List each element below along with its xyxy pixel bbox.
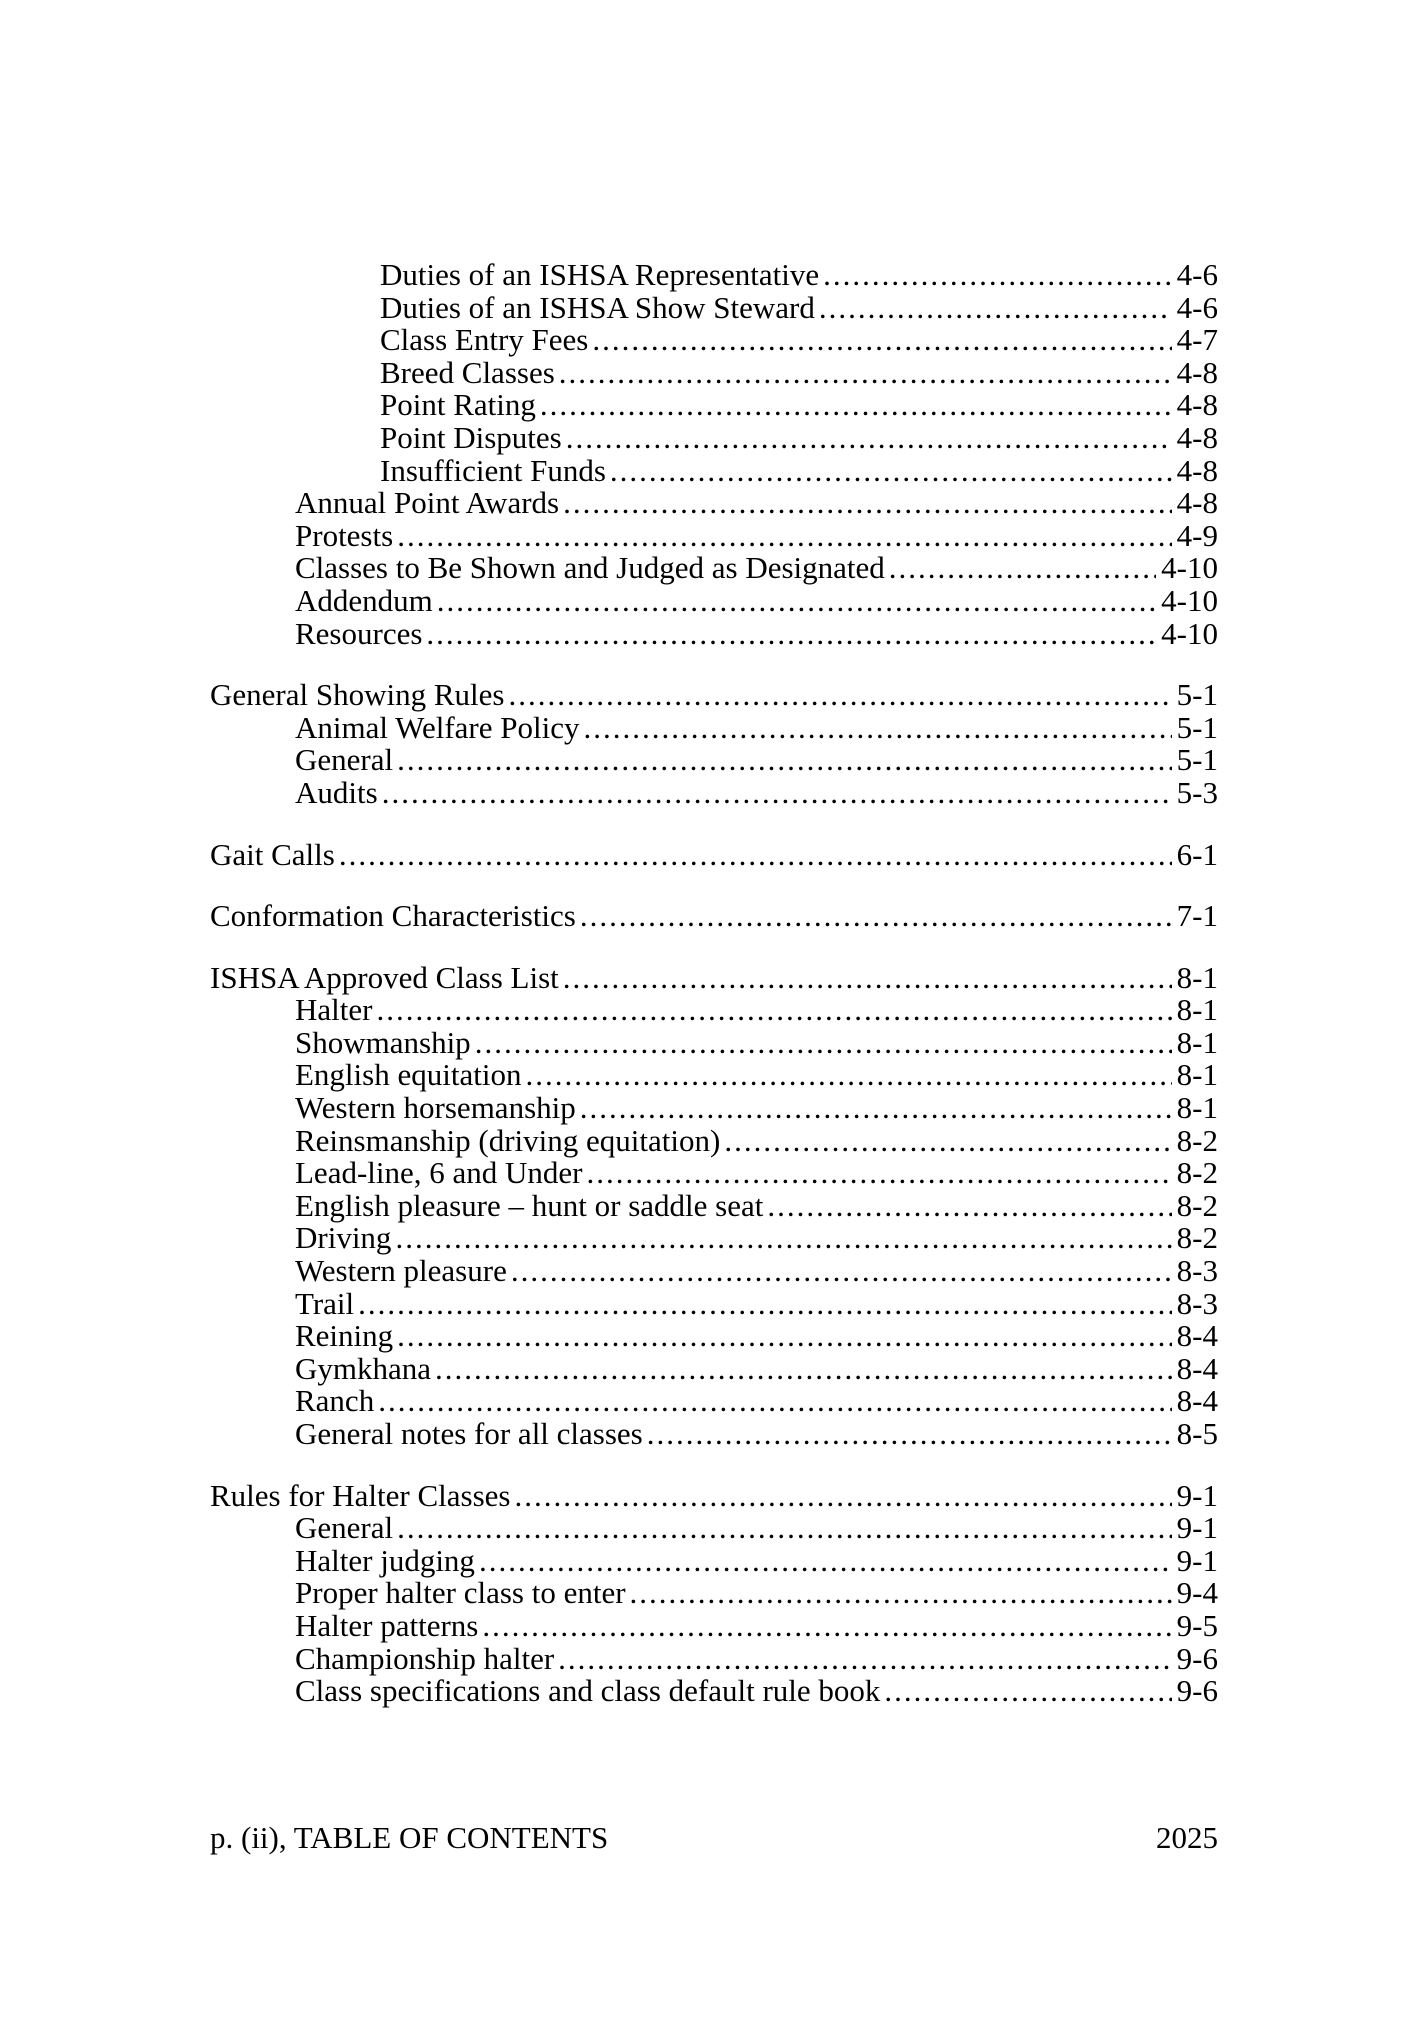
dot-leader [767,1190,1171,1223]
dot-leader [508,679,1171,712]
toc-entry-page: 9-6 [1176,1673,1218,1709]
toc-entry [380,324,1218,357]
dot-leader [540,389,1172,422]
toc-entry-page: 5-1 [1176,742,1218,778]
toc-entry-page: 8-2 [1176,1155,1218,1191]
dot-leader [339,839,1172,872]
toc-entry-title: Classes to Be Shown and Judged as Designated [295,550,885,586]
toc-entry-page: 5-3 [1176,774,1218,810]
toc-entry [295,1024,1218,1060]
toc-entry [295,582,1218,618]
toc-entry-page: 7-1 [1176,898,1218,934]
toc-entry [210,1477,1218,1513]
toc-entry-page: 8-3 [1176,1285,1218,1321]
toc-entry [295,1122,1218,1158]
toc-group [210,900,1218,933]
toc-entry-page: 8-2 [1176,1187,1218,1223]
dot-leader [563,487,1172,520]
toc-group [210,959,1218,1451]
dot-leader [475,1027,1172,1060]
dot-leader [587,1157,1172,1190]
toc-entry-title: Breed Classes [380,354,555,390]
toc-entry-title: Addendum [295,582,433,618]
toc-entry [210,679,1218,712]
toc-entry [295,487,1218,520]
toc-entry-page: 4-8 [1176,485,1218,521]
toc-entry-title: Lead-line, 6 and Under [295,1155,583,1191]
toc-group [210,1477,1218,1709]
toc-entry [295,1607,1218,1643]
toc-entry-page: 8-1 [1176,992,1218,1028]
dot-leader [580,1092,1172,1125]
toc-entry-title: Point Disputes [380,419,562,455]
toc-entry [295,1320,1218,1353]
toc-entry-page: 8-3 [1176,1253,1218,1289]
dot-leader [592,324,1171,357]
toc-entry-page: 8-4 [1176,1318,1218,1354]
toc-entry [295,744,1218,777]
toc-entry-title: Annual Point Awards [295,485,560,521]
dot-leader [647,1418,1172,1451]
toc-entry-title: Duties of an ISHSA Show Steward [380,289,815,325]
toc-entry-title: Driving [295,1220,392,1256]
dot-leader [884,1675,1171,1708]
toc-entry [380,452,1218,488]
toc-entry-title: Proper halter class to enter [295,1575,626,1611]
toc-entry-page: 9-6 [1176,1640,1218,1676]
toc-entry-page: 8-5 [1176,1416,1218,1451]
dot-leader [511,1255,1172,1288]
toc-entry-title: Gait Calls [210,836,335,872]
toc-entry-title: English equitation [295,1057,522,1093]
dot-leader [566,422,1172,455]
toc-entry-page: 8-1 [1176,1057,1218,1093]
toc-entry [380,389,1218,422]
toc-entry [380,354,1218,390]
dot-leader [610,455,1172,488]
toc-entry [210,836,1218,872]
toc-entry [295,1222,1218,1255]
toc-entry-page: 4-10 [1161,615,1218,651]
toc-entry-page: 8-1 [1176,959,1218,995]
toc-entry-title: Duties of an ISHSA Representative [380,257,820,292]
dot-leader [376,994,1171,1027]
toc-entry-title: Rules for Halter Classes [210,1477,511,1513]
toc-entry [210,959,1218,995]
toc-entry-page: 4-8 [1176,452,1218,488]
toc-entry-page: 5-1 [1176,677,1218,713]
page-footer [210,1821,1218,1854]
toc-entry [295,994,1218,1027]
toc-entry-page: 9-1 [1176,1510,1218,1546]
dot-leader [724,1125,1171,1158]
dot-leader [583,712,1171,745]
toc-entry-title: General [295,742,394,778]
toc-entry-page: 4-8 [1176,419,1218,455]
toc-entry [295,1255,1218,1288]
toc-entry-page: 6-1 [1176,836,1218,872]
toc-entry-page: 4-10 [1161,582,1218,618]
toc-entry-title: Protests [295,517,394,553]
toc-entry [295,774,1218,810]
toc-entry-title: Halter [295,992,373,1028]
dot-leader [397,744,1172,777]
dot-leader [435,1353,1172,1386]
toc-entry-page: 8-2 [1176,1220,1218,1256]
toc-entry-page: 4-8 [1176,387,1218,423]
toc-entry-page: 8-1 [1176,1024,1218,1060]
toc-entry-page: 4-9 [1176,517,1218,553]
toc-entry-title: Halter patterns [295,1607,479,1643]
dot-leader [358,1288,1172,1321]
footer-page-label: p. (ii), TABLE OF CONTENTS [210,1820,609,1855]
toc-entry [295,1157,1218,1190]
toc-entry [380,419,1218,455]
toc-entry [380,289,1218,325]
dot-leader [382,777,1172,810]
toc-entry-title: Conformation Characteristics [210,898,576,934]
toc-entry [210,900,1218,933]
toc-entry-title: Western pleasure [295,1253,507,1289]
toc-entry-title: Class specifications and class default rule book [295,1673,881,1709]
toc-entry [380,259,1218,292]
dot-leader [525,1059,1171,1092]
toc-entry-page: 9-4 [1176,1575,1218,1611]
toc-entry [295,1350,1218,1386]
toc-entry [295,1418,1218,1451]
toc-entry-title: Championship halter [295,1640,555,1676]
toc-entry-title: Halter judging [295,1542,475,1578]
toc-entry [295,1059,1218,1092]
toc-entry-title: Resources [295,615,423,651]
toc-entry-page: 4-10 [1161,550,1218,586]
toc-entry [295,1640,1218,1676]
toc-entry-title: General Showing Rules [210,677,505,713]
dot-leader [819,292,1172,325]
toc-entry-page: 9-5 [1176,1607,1218,1643]
toc-entry-title: Insufficient Funds [380,452,606,488]
toc-entry [295,1577,1218,1610]
toc-entry-title: Showmanship [295,1024,471,1060]
toc-entry [295,1285,1218,1321]
dot-leader [482,1610,1171,1643]
dot-leader [397,520,1171,553]
dot-leader [514,1480,1171,1513]
toc-entry-title: Class Entry Fees [380,322,589,358]
toc-entry-page: 8-4 [1176,1383,1218,1419]
toc-entry-title: Western horsemanship [295,1090,576,1126]
toc-entry [295,1675,1218,1708]
dot-leader [437,585,1156,618]
toc-entry-title: English pleasure – hunt or saddle seat [295,1187,764,1223]
dot-leader [397,1320,1172,1353]
toc-entry-title: Animal Welfare Policy [295,709,580,745]
toc-entry [295,615,1218,651]
toc-entry-page: 8-2 [1176,1122,1218,1158]
dot-leader [559,357,1172,390]
dot-leader [558,1643,1172,1676]
toc-entry-title: General notes for all classes [295,1416,643,1451]
toc-entry [295,517,1218,553]
dot-leader [823,259,1172,292]
toc-entry-title: Gymkhana [295,1350,432,1386]
toc-entry-page: 9-1 [1176,1542,1218,1578]
dot-leader [395,1222,1171,1255]
toc-entry-title: Audits [295,774,378,810]
toc-entry [295,1092,1218,1125]
footer-year: 2025 [1156,1820,1218,1855]
toc-entry [295,1542,1218,1578]
toc-group [210,679,1218,809]
toc-entry-page: 4-8 [1176,354,1218,390]
toc-group [210,259,1218,650]
dot-leader [426,618,1156,651]
dot-leader [479,1545,1172,1578]
toc-entry-title: ISHSA Approved Class List [210,959,559,995]
toc-entry-title: Reinsmanship (driving equitation) [295,1122,721,1158]
table-of-contents [210,259,1218,1708]
toc-group [210,836,1218,872]
toc-entry-title: Reining [295,1318,394,1354]
dot-leader [397,1512,1172,1545]
dot-leader [378,1385,1171,1418]
toc-entry-page: 8-4 [1176,1350,1218,1386]
toc-entry-title: Ranch [295,1383,375,1419]
toc-entry [295,1512,1218,1545]
toc-entry [295,709,1218,745]
dot-leader [889,552,1156,585]
dot-leader [563,962,1172,995]
toc-entry-page: 5-1 [1176,709,1218,745]
toc-entry-title: General [295,1510,394,1546]
toc-entry-title: Point Rating [380,387,536,423]
toc-entry-page: 4-7 [1176,322,1218,358]
toc-entry-page: 4-6 [1176,289,1218,325]
dot-leader [580,900,1172,933]
toc-entry [295,552,1218,585]
dot-leader [630,1577,1172,1610]
toc-entry-page: 8-1 [1176,1090,1218,1126]
toc-entry [295,1187,1218,1223]
toc-entry-page: 4-6 [1176,257,1218,292]
toc-entry [295,1385,1218,1418]
toc-entry-title: Trail [295,1285,355,1321]
toc-entry-page: 9-1 [1176,1477,1218,1513]
